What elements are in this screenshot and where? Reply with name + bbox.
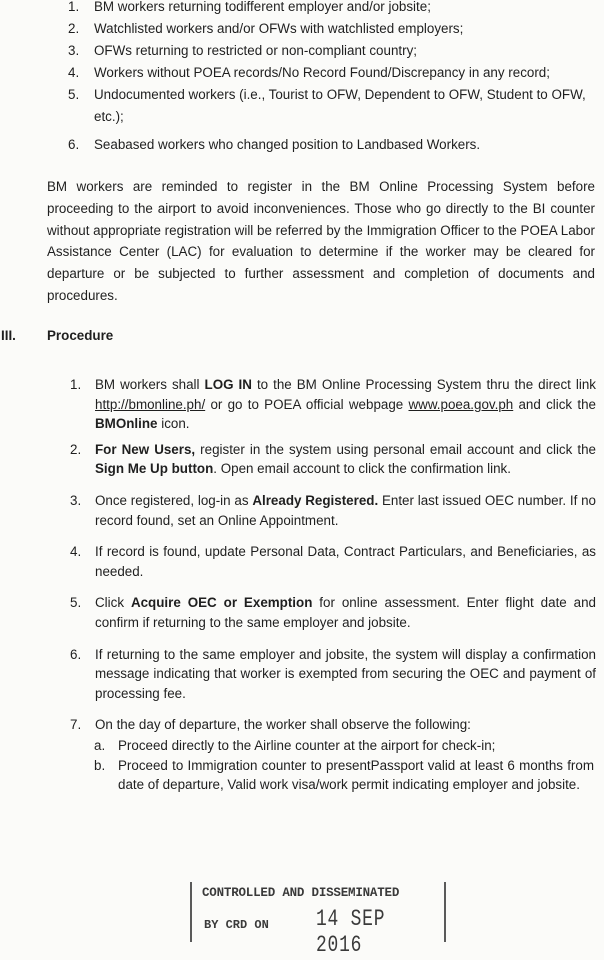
poea-link[interactable]: www.poea.gov.ph [408,396,514,412]
controlled-stamp [190,882,446,958]
procedure-step: 2. For New Users, register in the system using personal email account and click the Sign Me Up button. Open email account to click the confirmation link. [70,441,596,477]
bmonline-link[interactable]: http://bmonline.ph/ [95,396,206,412]
procedure-list [70,375,596,747]
stamp-date: 14 SEP 2016 [316,906,386,958]
list-item: 4. Workers without POEA records/No Record Found/Discrepancy in any record; [68,65,550,80]
list-item: a. Proceed directly to the Airline counter at the airport for check-in; [94,738,496,753]
procedure-step: 3. Once registered, log-in as Already Registered. Enter last issued OEC number. If no record found, set an Online Appointment. [70,492,596,528]
list-item: 6. Seabased workers who changed position to Landbased Workers. [68,137,481,152]
stamp-by-label: BY CRD ON [204,918,269,932]
procedure-step: 7. On the day of departure, the worker shall observe the following: [70,717,471,733]
list-item: b. Proceed to Immigration counter to presentPassport valid at least 6 months from date of departure, Valid work visa/work permit indicating employer and jobsite. [94,757,594,793]
section-number: III. [1,328,16,343]
reminder-paragraph: BM workers are reminded to register in the BM Online Processing System before proceeding to the airport to avoid inconveniences. Those who go directly to the BI counter without appropriate registration will be referred by the Immigration Officer to the POEA Labor Assistance Center (LAC) for evaluation to determine if the worker may be cleared for departure or be subjected to further assessment and completion of documents and procedures. [47,179,595,303]
list-item: 5. Undocumented workers (i.e., Tourist to OFW, Dependent to OFW, Student to OFW, etc.); [68,87,586,124]
section-title: Procedure [47,328,114,343]
procedure-step: 4. If record is found, update Personal Data, Contract Particulars, and Beneficiaries, as needed. [70,544,596,579]
procedure-step: 6. If returning to the same employer and jobsite, the system will display a confirmation message indicating that worker is exempted from securing the OEC and payment of processing fee. [70,646,596,701]
exclusion-list [68,0,598,156]
list-item: 1. BM workers returning todifferent employer and/or jobsite; [68,0,431,14]
departure-steps [94,736,594,795]
procedure-step: 1. BM workers shall LOG IN to the BM Online Processing System thru the direct link http://bmonline.ph/ or go to POEA official webpage www.poea.gov.ph and click the BMOnline icon. [70,377,596,432]
procedure-step: 5. Click Acquire OEC or Exemption for online assessment. Enter flight date and confirm if returning to the same employer and jobsite. [70,595,597,630]
stamp-heading: CONTROLLED AND DISSEMINATED [202,886,400,900]
list-item: 2. Watchlisted workers and/or OFWs with watchlisted employers; [68,21,464,36]
list-item: 3. OFWs returning to restricted or non-compliant country; [68,43,417,58]
